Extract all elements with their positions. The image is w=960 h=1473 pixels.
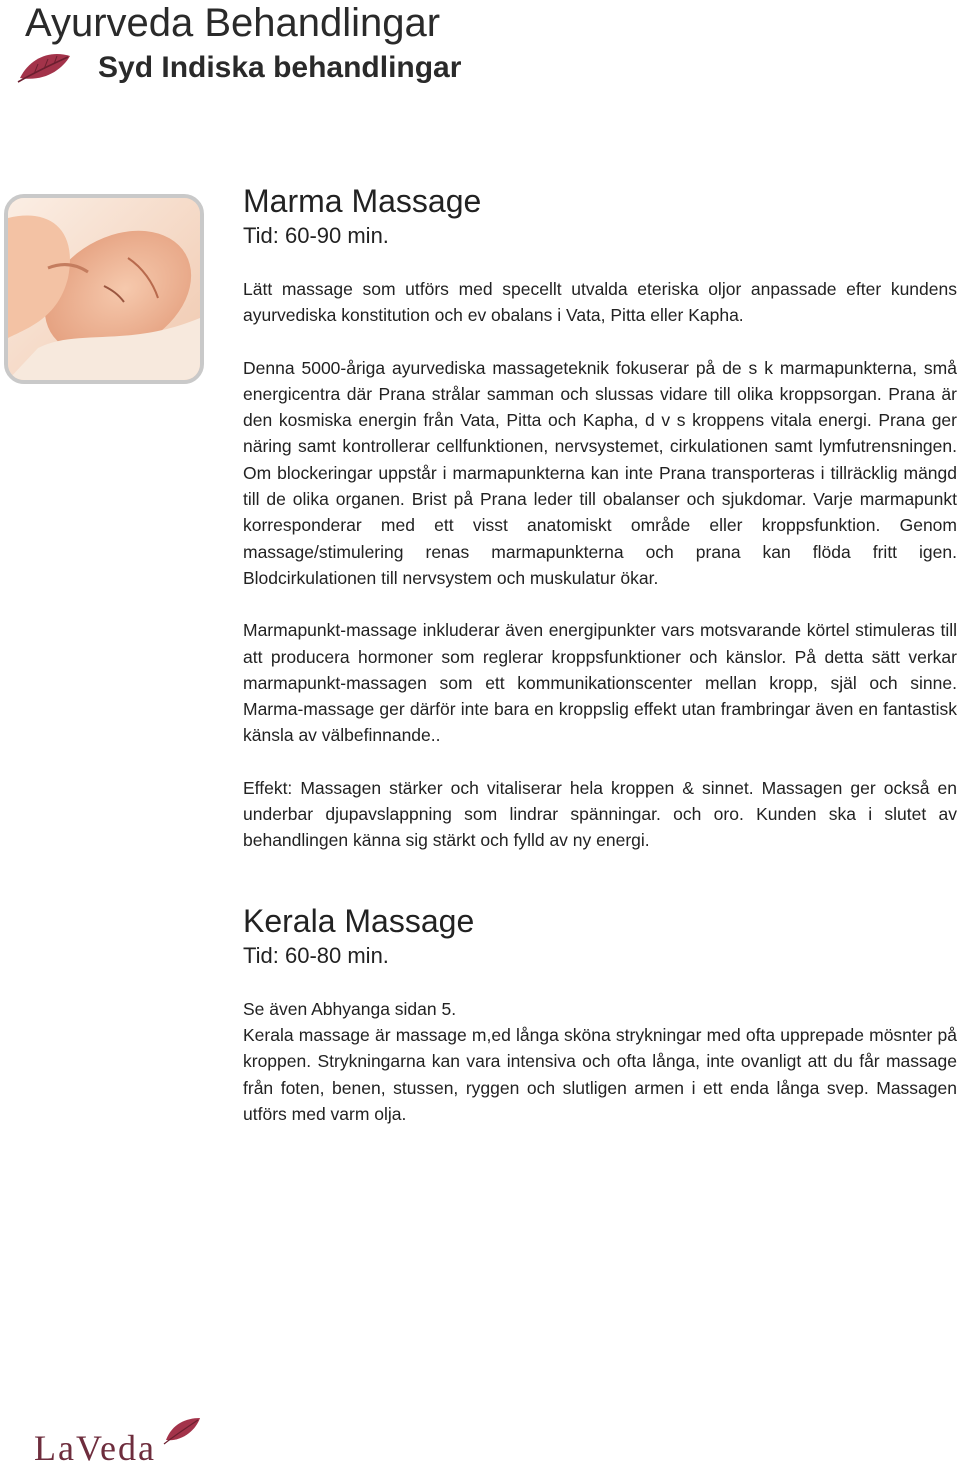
massage-photo (4, 194, 204, 384)
paragraph: Lätt massage som utförs med specellt utvalda eteriska oljor anpassade efter kundens ayurvediska konstitution och ev obalans i Vata, Pitta eller Kapha. (243, 279, 957, 326)
page-subtitle: Syd Indiska behandlingar (98, 51, 462, 84)
page-title: Ayurveda Behandlingar (25, 1, 441, 45)
paragraph: Denna 5000-åriga ayurvediska massageteknik fokuserar på de s k marmapunkterna, små energicentra där Prana strålar samman och slussas vidare till olika kroppsorgan. Prana är den kosmiska energin från Vata, Pitta och Kapha, d v s kroppens vitala energi. Prana ger näring samt kontrollerar cellfunktionen, nervsystemet, cirkulationen samt lymfutrensningen. Om blockeringar uppstår i marmapunkterna kan inte Prana transporteras i tillräcklig mängd till de olika organen. Brist på Prana leder till obalanser och sjukdomar. Varje marmapunkt korresponderar med ett visst anatomiskt område eller kroppsfunktion. Genom massage/stimulering renas marmapunkterna och prana kan flöda fritt igen. Blodcirkulationen till nervsystem och muskulatur ökar. (243, 357, 957, 588)
leaf-icon (16, 50, 72, 84)
section-duration: Tid: 60-90 min. (243, 223, 389, 248)
logo-leaf-icon (162, 1416, 202, 1446)
paragraph: Se även Abhyanga sidan 5. (243, 998, 457, 1019)
paragraph: Kerala massage är massage m,ed långa sköna strykningar med ofta upprepade mösnter på kroppen. Strykningarna kan vara intensiva och ofta långa, inte ovanligt att du får massage från foten, benen, stussen, ryggen och slutligen armen i ett enda långa svep. Massagen utförs med varm olja. (243, 1024, 957, 1124)
section-duration: Tid: 60-80 min. (243, 942, 389, 968)
section-marma-massage (243, 180, 957, 854)
section-title: Marma Massage (243, 183, 482, 219)
paragraph: Marmapunkt-massage inkluderar även energipunkter vars motsvarande körtel stimuleras till att producera hormoner som reglerar kroppsfunktioner och känslor. På detta sätt verkar marmapunkt-massagen som ett kommunikationscenter mellan kropp, själ och sinne. Marma-massage ger därför inte bara en kroppslig effekt utan frambringar även en fantastisk känsla av välbefinnande.. (243, 620, 957, 746)
logo-text: LaVeda (34, 1428, 156, 1468)
section-kerala-massage (243, 900, 957, 1127)
main-content (243, 180, 957, 1153)
paragraph: Effekt: Massagen stärker och vitaliserar hela kroppen & sinnet. Massagen ger också en underbar djupavslappning som lindrar spänningar. och oro. Kunden ska i slutet av behandlingen känna sig stärkt och fylld av ny energi. (243, 777, 957, 851)
section-title: Kerala Massage (243, 902, 475, 939)
laveda-logo (34, 1416, 204, 1470)
